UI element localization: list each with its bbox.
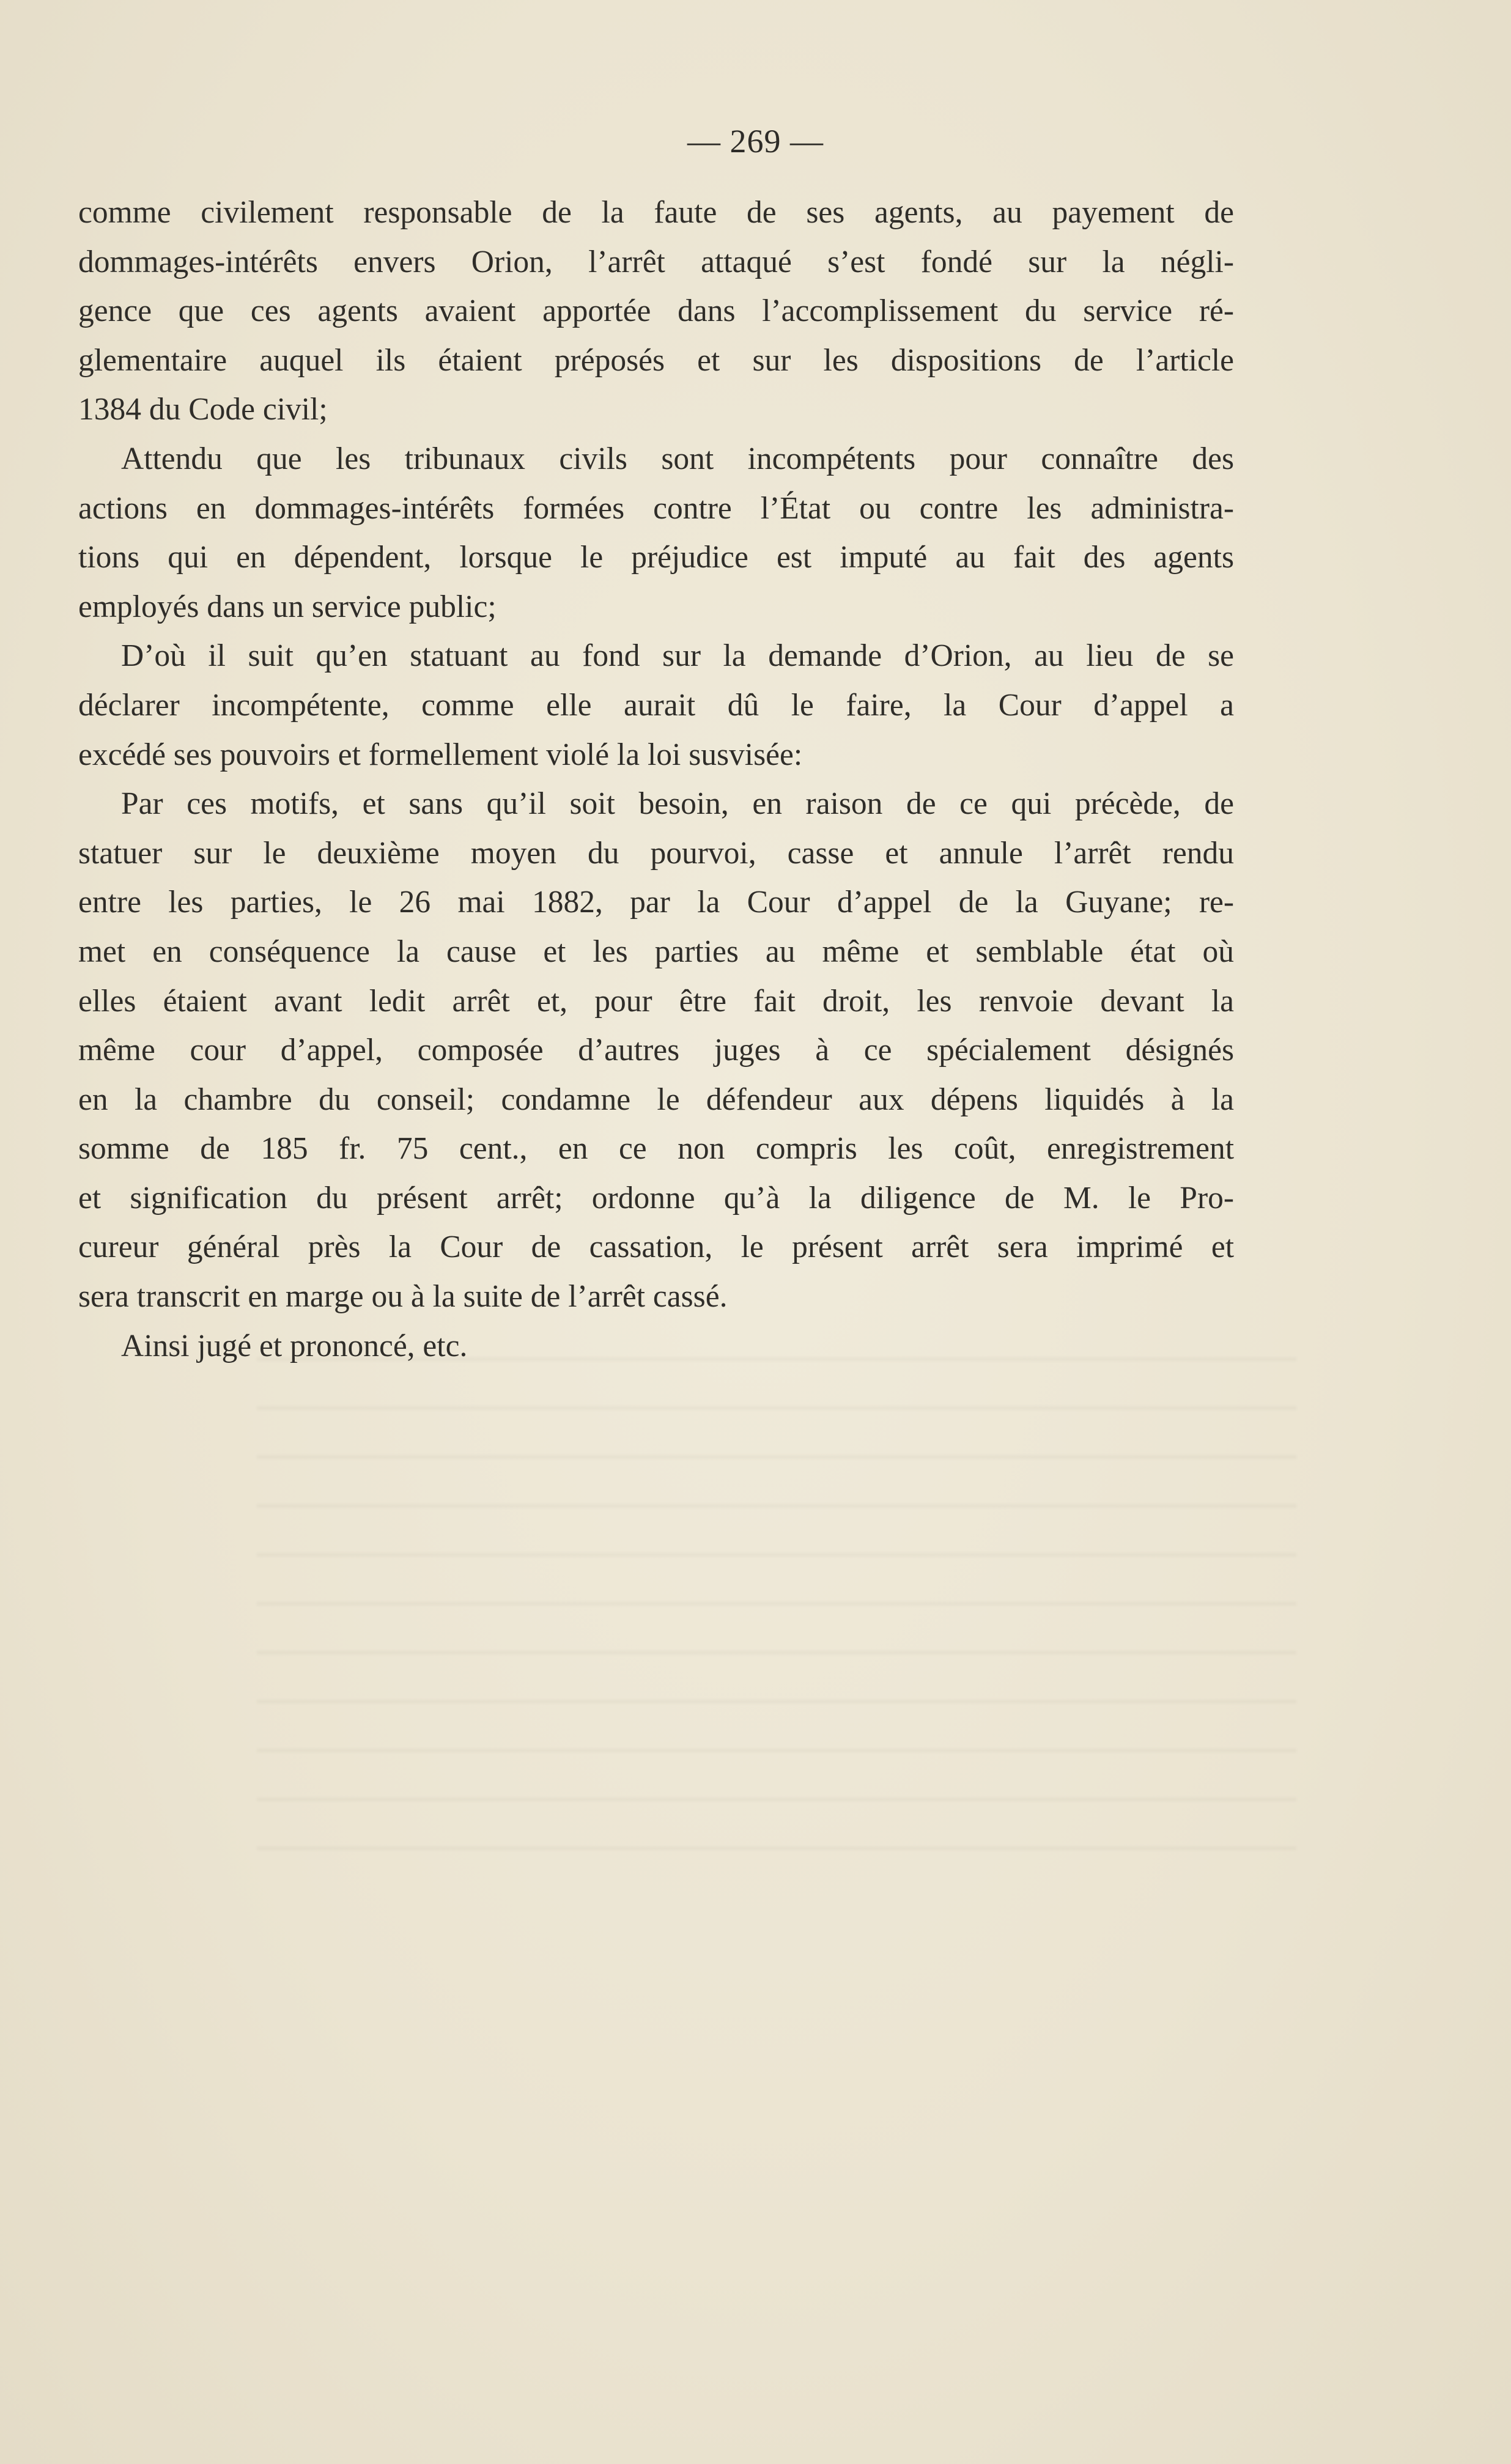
text-line: comme civilement responsable de la faute de ses agents, au payement de bbox=[78, 195, 1234, 230]
text-line: actions en dommages-intérêts formées contre l’État ou contre les administra- bbox=[78, 490, 1234, 526]
text-line: elles étaient avant ledit arrêt et, pour être fait droit, les renvoie devant la bbox=[78, 983, 1234, 1019]
text-line: somme de 185 fr. 75 cent., en ce non compris les coût, enregistrement bbox=[78, 1131, 1234, 1167]
text-line: tions qui en dépendent, lorsque le préjudice est imputé au fait des agents bbox=[78, 540, 1234, 575]
show-through-texture bbox=[257, 1333, 1296, 1883]
text-line: cureur général près la Cour de cassation, le présent arrêt sera imprimé et bbox=[78, 1230, 1234, 1265]
text-line: statuer sur le deuxième moyen du pourvoi, casse et annule l’arrêt rendu bbox=[78, 835, 1234, 871]
text-line: Par ces motifs, et sans qu’il soit besoin, en raison de ce qui précède, de bbox=[121, 786, 1234, 822]
text-line: Attendu que les tribunaux civils sont incompétents pour connaître des bbox=[121, 441, 1234, 476]
text-line: entre les parties, le 26 mai 1882, par la Cour d’appel de la Guyane; re- bbox=[78, 885, 1234, 920]
body-text bbox=[78, 188, 1234, 1371]
text-line: gence que ces agents avaient apportée dans l’accomplissement du service ré- bbox=[78, 293, 1234, 329]
text-line: Ainsi jugé et prononcé, etc. bbox=[121, 1328, 468, 1363]
text-line: en la chambre du conseil; condamne le défendeur aux dépens liquidés à la bbox=[78, 1082, 1234, 1117]
text-line: glementaire auquel ils étaient préposés et sur les dispositions de l’article bbox=[78, 342, 1234, 378]
text-line: dommages-intérêts envers Orion, l’arrêt attaqué s’est fondé sur la négli- bbox=[78, 244, 1234, 279]
text-line: déclarer incompétente, comme elle aurait dû le faire, la Cour d’appel a bbox=[78, 687, 1234, 723]
text-line: employés dans un service public; bbox=[78, 589, 497, 624]
text-line: excédé ses pouvoirs et formellement violé la loi susvisée: bbox=[78, 737, 803, 772]
text-line: même cour d’appel, composée d’autres juges à ce spécialement désignés bbox=[78, 1033, 1234, 1068]
text-line: et signification du présent arrêt; ordonne qu’à la diligence de M. le Pro- bbox=[78, 1180, 1234, 1215]
text-line: 1384 du Code civil; bbox=[78, 392, 328, 427]
page-number: — 269 — bbox=[687, 123, 824, 160]
text-line: met en conséquence la cause et les parties au même et semblable état où bbox=[78, 934, 1234, 969]
text-line: sera transcrit en marge ou à la suite de l’arrêt cassé. bbox=[78, 1279, 728, 1315]
text-line: D’où il suit qu’en statuant au fond sur la demande d’Orion, au lieu de se bbox=[121, 638, 1234, 674]
